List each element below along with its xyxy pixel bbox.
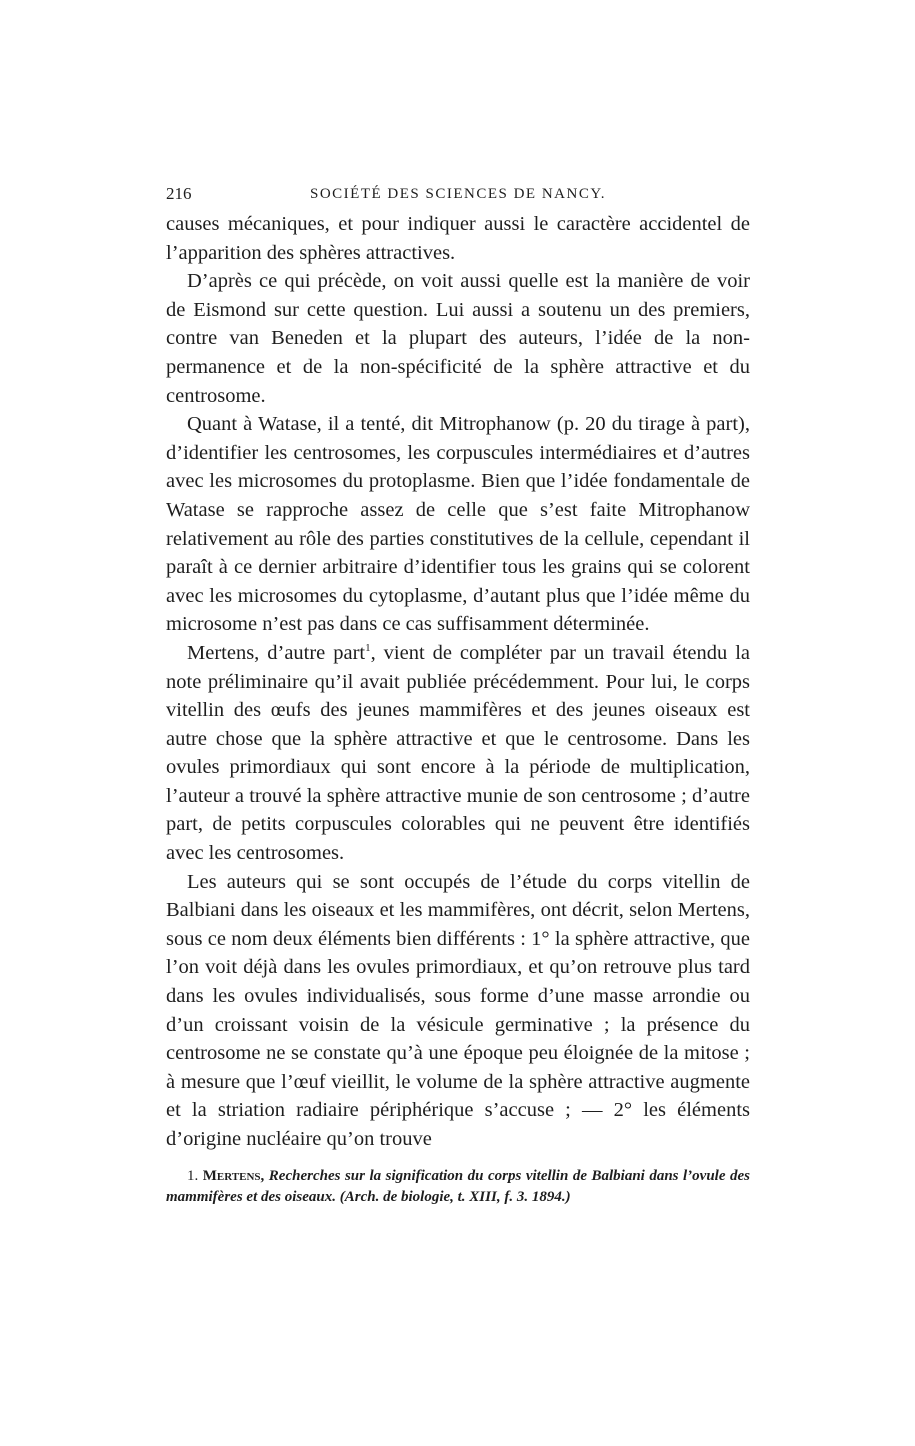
footnote-source: (Arch. de biologie, t. XIII, f. 3. 1894.) [339, 1189, 571, 1206]
running-title: SOCIÉTÉ DES SCIENCES DE NANCY. [310, 186, 606, 202]
paragraph-text: , vient de compléter par un travail étendu la note préliminaire qu’il avait publiée précédemment. Pour lui, le corps vitellin des œufs des jeunes mammifères et des jeunes oiseaux est autre chose que la sphère attractive et que le centrosome. Dans les ovules primordiaux qui sont encore à la période de multiplication, l’auteur a trouvé la sphère attractive munie de son centrosome ; d’autre part, de petits corpuscules colorables qui ne peuvent être identifiés avec les centrosomes. [166, 641, 750, 865]
footnote-reference: 1 [365, 642, 371, 655]
footnote [166, 1166, 750, 1209]
footnote-author: Mertens, [202, 1167, 265, 1184]
page-number: 216 [166, 184, 192, 203]
paragraph: Les auteurs qui se sont occupés de l’étude du corps vitellin de Balbiani dans les oiseaux et les mammifères, ont décrit, selon Mertens, sous ce nom deux éléments bien différents : 1° la sphère attractive, que l’on voit déjà dans les ovules primordiaux, et qu’on retrouve plus tard dans les ovules individualisés, sous forme d’une masse arrondie ou d’un croissant voisin de la vésicule germinative ; la présence du centrosome ne se constate qu’à une époque peu éloignée de la mitose ; à mesure que l’œuf vieillit, le volume de la sphère attractive augmente et la striation radiaire périphérique s’accuse ; — 2° les éléments d’origine nucléaire qu’on trouve [166, 870, 750, 1150]
paragraph: Quant à Watase, il a tenté, dit Mitrophanow (p. 20 du tirage à part), d’identifier les centrosomes, les corpuscules intermédiaires et d’autres avec les microsomes du protoplasme. Bien que l’idée fondamentale de Watase se rapproche assez de celle que s’est faite Mitrophanow relativement au rôle des parties constitutives de la cellule, cependant il paraît à ce dernier arbitraire d’identifier tous les grains qui se colorent avec les microsomes du cytoplasme, d’autant plus que l’idée même du microsome n’est pas dans ce cas suffisamment déterminée. [166, 413, 750, 636]
paragraph [166, 639, 750, 868]
footnote-title: Recherches sur la signification du corps vitellin de Balbiani dans l’ovule des mammifères et des oiseaux. [166, 1167, 750, 1206]
paragraph: causes mécaniques, et pour indiquer aussi le caractère accidentel de l’apparition des sphères attractives. [166, 213, 750, 264]
paragraph-text: Mertens, d’autre part [187, 641, 366, 664]
footnote-number: 1. [187, 1167, 199, 1184]
page [166, 178, 750, 1209]
running-head [166, 178, 750, 210]
footnotes [166, 1166, 750, 1209]
paragraph: D’après ce qui précède, on voit aussi quelle est la manière de voir de Eismond sur cette question. Lui aussi a soutenu un des premiers, contre van Beneden et la plupart des auteurs, l’idée de la non-permanence et de la non-spécificité de la sphère attractive et du centrosome. [166, 270, 750, 407]
body-text [166, 210, 750, 1154]
